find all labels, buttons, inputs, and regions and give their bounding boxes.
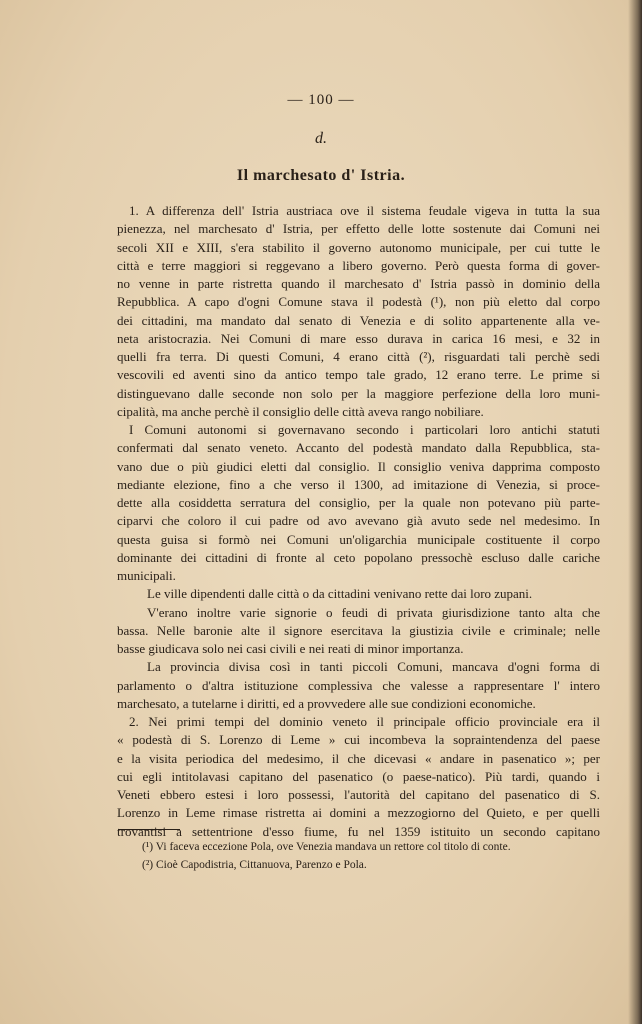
text-line: Repubblica. A capo d'ogni Comune stava il podestà (¹), non più eletto dal corpo: [117, 294, 600, 310]
text-line: « podestà di S. Lorenzo di Leme » cui incombeva la sopraintendenza del paese: [117, 732, 600, 748]
footnotes: [142, 838, 600, 874]
text-line: Le ville dipendenti dalle città o da cittadini venivano rette dai loro zupani.: [147, 586, 533, 602]
text-line: marchesato, a tutelarne i diritti, ed a provvedere alle sue condizioni economiche.: [117, 695, 536, 711]
section-title: Il marchesato d' Istria.: [236, 167, 406, 184]
text-line: I Comuni autonomi si governavano secondo i particolari loro antichi statuti: [129, 422, 600, 437]
text-line: Veneti ebbero estesi i loro possessi, l'autorità del capitano del pasenatico di S.: [117, 787, 600, 802]
text-line: città e terre maggiori si reggevano a libero governo. Però questa forma di gover-: [117, 257, 600, 273]
text-line: distinguevano dalle seconde non solo per la maggiore perfezione della loro muni-: [117, 385, 600, 401]
text-line: ciparvi che coloro il cui padre od avo avevano già avuto sede nel medesimo. In: [117, 513, 600, 529]
section-letter: d.: [315, 130, 327, 147]
footnote: (²) Cioè Capodistria, Cittanuova, Parenzo e Pola.: [142, 859, 367, 871]
page-number: — 100 —: [287, 92, 355, 108]
text-line: La provincia divisa così in tanti piccoli Comuni, mancava d'ogni forma di: [147, 659, 600, 675]
text-line: trovantisi a settentrione d'esso fiume, fu nel 1359 istituito un secondo capitano: [117, 823, 600, 839]
text-line: pienezza, nel marchesato d' Istria, per effetto delle lotte sostenute dai Comuni nei: [117, 221, 600, 237]
text-line: bassa. Nelle baronie alte il signore esercitava la giustizia civile e criminale; nelle: [117, 622, 600, 638]
text-line: municipali.: [117, 568, 176, 583]
text-line: questa guisa si formò nei Comuni un'oligarchia municipale costituente il corpo: [117, 531, 600, 547]
text-line: dei cittadini, ma mandato dal senato di Venezia e di solito appartenente alla ve-: [117, 312, 600, 328]
text-line: quelli fra terra. Di questi Comuni, 4 erano città (²), risguardati tali perchè sedi: [117, 349, 600, 364]
text-line: dominante dei cittadini di fronte al ceto popolano pressochè escluso dalle cariche: [117, 549, 600, 565]
text-line: no venne in parte ristretta quando il marchesato d' Istria passò in dominio della: [117, 276, 600, 291]
text-line: V'erano inoltre varie signorie o feudi di privata giurisdizione tanto alta che: [147, 604, 600, 620]
text-line: 1. A differenza dell' Istria austriaca ove il sistema feudale vigeva in tutta la sua: [129, 203, 600, 218]
footnote-divider: [118, 829, 180, 830]
text-line: vano due o più giudici eletti dal consiglio. Il consiglio veniva dapprima composto: [117, 458, 600, 474]
text-line: basse giudicava solo nei casi civili e nei reati di minor importanza.: [117, 641, 464, 656]
body-text: [117, 202, 600, 841]
text-line: dette alla cosiddetta serratura del consiglio, per la quale non potevano più parte-: [117, 495, 600, 510]
text-line: mediante elezione, fino a che verso il 1300, ad imitazione di Venezia, si proce-: [117, 476, 600, 492]
text-line: vescovili ed aventi sino da antico tempo tale grado, 12 erano terre. Le prime si: [117, 367, 600, 383]
text-line: secoli XII e XIII, s'era stabilito il governo autonomo municipale, per cui tutte le: [117, 239, 600, 255]
text-line: confermati dal senato veneto. Accanto del podestà mandato dalla Repubblica, sta-: [117, 440, 600, 456]
page-edge-shadow: [628, 0, 642, 1024]
text-line: neta aristocrazia. Nei Comuni di mare esso durava in carica 16 mesi, e 32 in: [117, 330, 600, 346]
text-line: parlamento o d'altra istituzione complessiva che valesse a rappresentare l' intero: [117, 677, 600, 693]
text-line: cipalità, ma anche perchè il consiglio delle città aveva rango nobiliare.: [117, 403, 484, 419]
text-line: 2. Nei primi tempi del dominio veneto il principale officio provinciale era il: [129, 714, 600, 729]
footnote: (¹) Vi faceva eccezione Pola, ove Venezia mandava un rettore col titolo di conte.: [142, 841, 511, 853]
text-line: e la visita periodica del medesimo, il che dicevasi « andare in pasenatico »; per: [117, 750, 600, 766]
text-line: cui egli intitolavasi capitano del pasenatico (o paese-natico). Più tardi, quando i: [117, 768, 600, 784]
text-line: Lorenzo in Leme rimase ristretta ai domini a mezzogiorno del Quieto, e per quelli: [117, 805, 600, 821]
